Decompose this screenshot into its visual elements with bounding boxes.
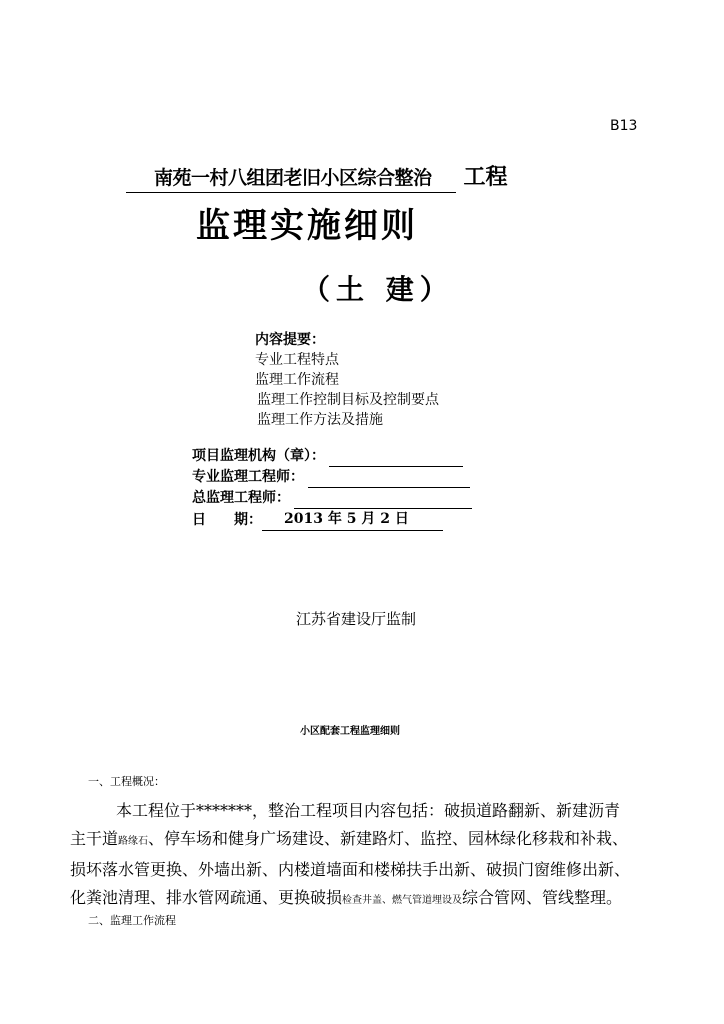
main-title: 监理实施细则 [196,206,418,246]
paragraph-line [70,825,670,856]
paragraph-text: 综合管网、管线整理。 [462,888,623,907]
date-value: 2013 年 5 月 2 日 [262,509,443,531]
paragraph-line: 损坏落水管更换、外墙出新、内楼道墙面和楼梯扶手出新、破损门窗维修出新、 [70,860,631,879]
specialist-row [192,467,472,488]
project-suffix: 工程 [463,165,508,190]
summary-heading: 内容提要： [255,332,325,348]
chief-row [192,488,472,509]
date-row [192,509,472,531]
summary-item: 监理工作方法及措施 [257,412,383,428]
org-signature-line[interactable] [329,452,463,467]
flow-heading: 二、监理工作流程 [88,914,176,927]
paragraph-small-text: 路缘石 [118,836,149,847]
paragraph-text: 主干道 [70,829,119,848]
overview-heading: 一、工程概况： [88,775,165,788]
project-name: 南苑一村八组团老旧小区综合整治 [126,163,456,193]
paragraph-text: 、停车场和健身广场建设、新建路灯、监控、园林绿化移栽和补栽、 [148,829,629,848]
document-code: B13 [610,118,638,134]
paragraph-small-text: 检查井盖、燃气管道埋设及 [342,895,463,906]
overview-paragraph [70,797,670,915]
project-title [126,160,508,193]
signature-block [192,446,472,531]
org-label: 项目监理机构（章）： [192,448,325,464]
chief-signature-line[interactable] [294,494,472,509]
summary-item: 监理工作控制目标及控制要点 [257,392,439,408]
paragraph-line: 本工程位于*******，整治工程项目内容包括：破损道路翻新、新建沥青 [116,801,621,820]
paragraph-text: 化粪池清理、排水管网疏通、更换破损 [70,888,343,907]
chief-label: 总监理工程师： [192,490,290,506]
section-title: 小区配套工程监理细则 [300,726,400,737]
org-row [192,446,472,467]
paragraph-line [70,884,670,915]
content-summary [255,330,439,430]
specialist-signature-line[interactable] [308,473,470,488]
specialist-label: 专业监理工程师： [192,469,304,485]
supervising-authority: 江苏省建设厅监制 [296,610,417,628]
summary-item: 监理工作流程 [255,372,339,388]
subtitle: （土 建） [302,273,454,306]
date-label: 日 期： [192,512,262,528]
summary-item: 专业工程特点 [255,352,339,368]
